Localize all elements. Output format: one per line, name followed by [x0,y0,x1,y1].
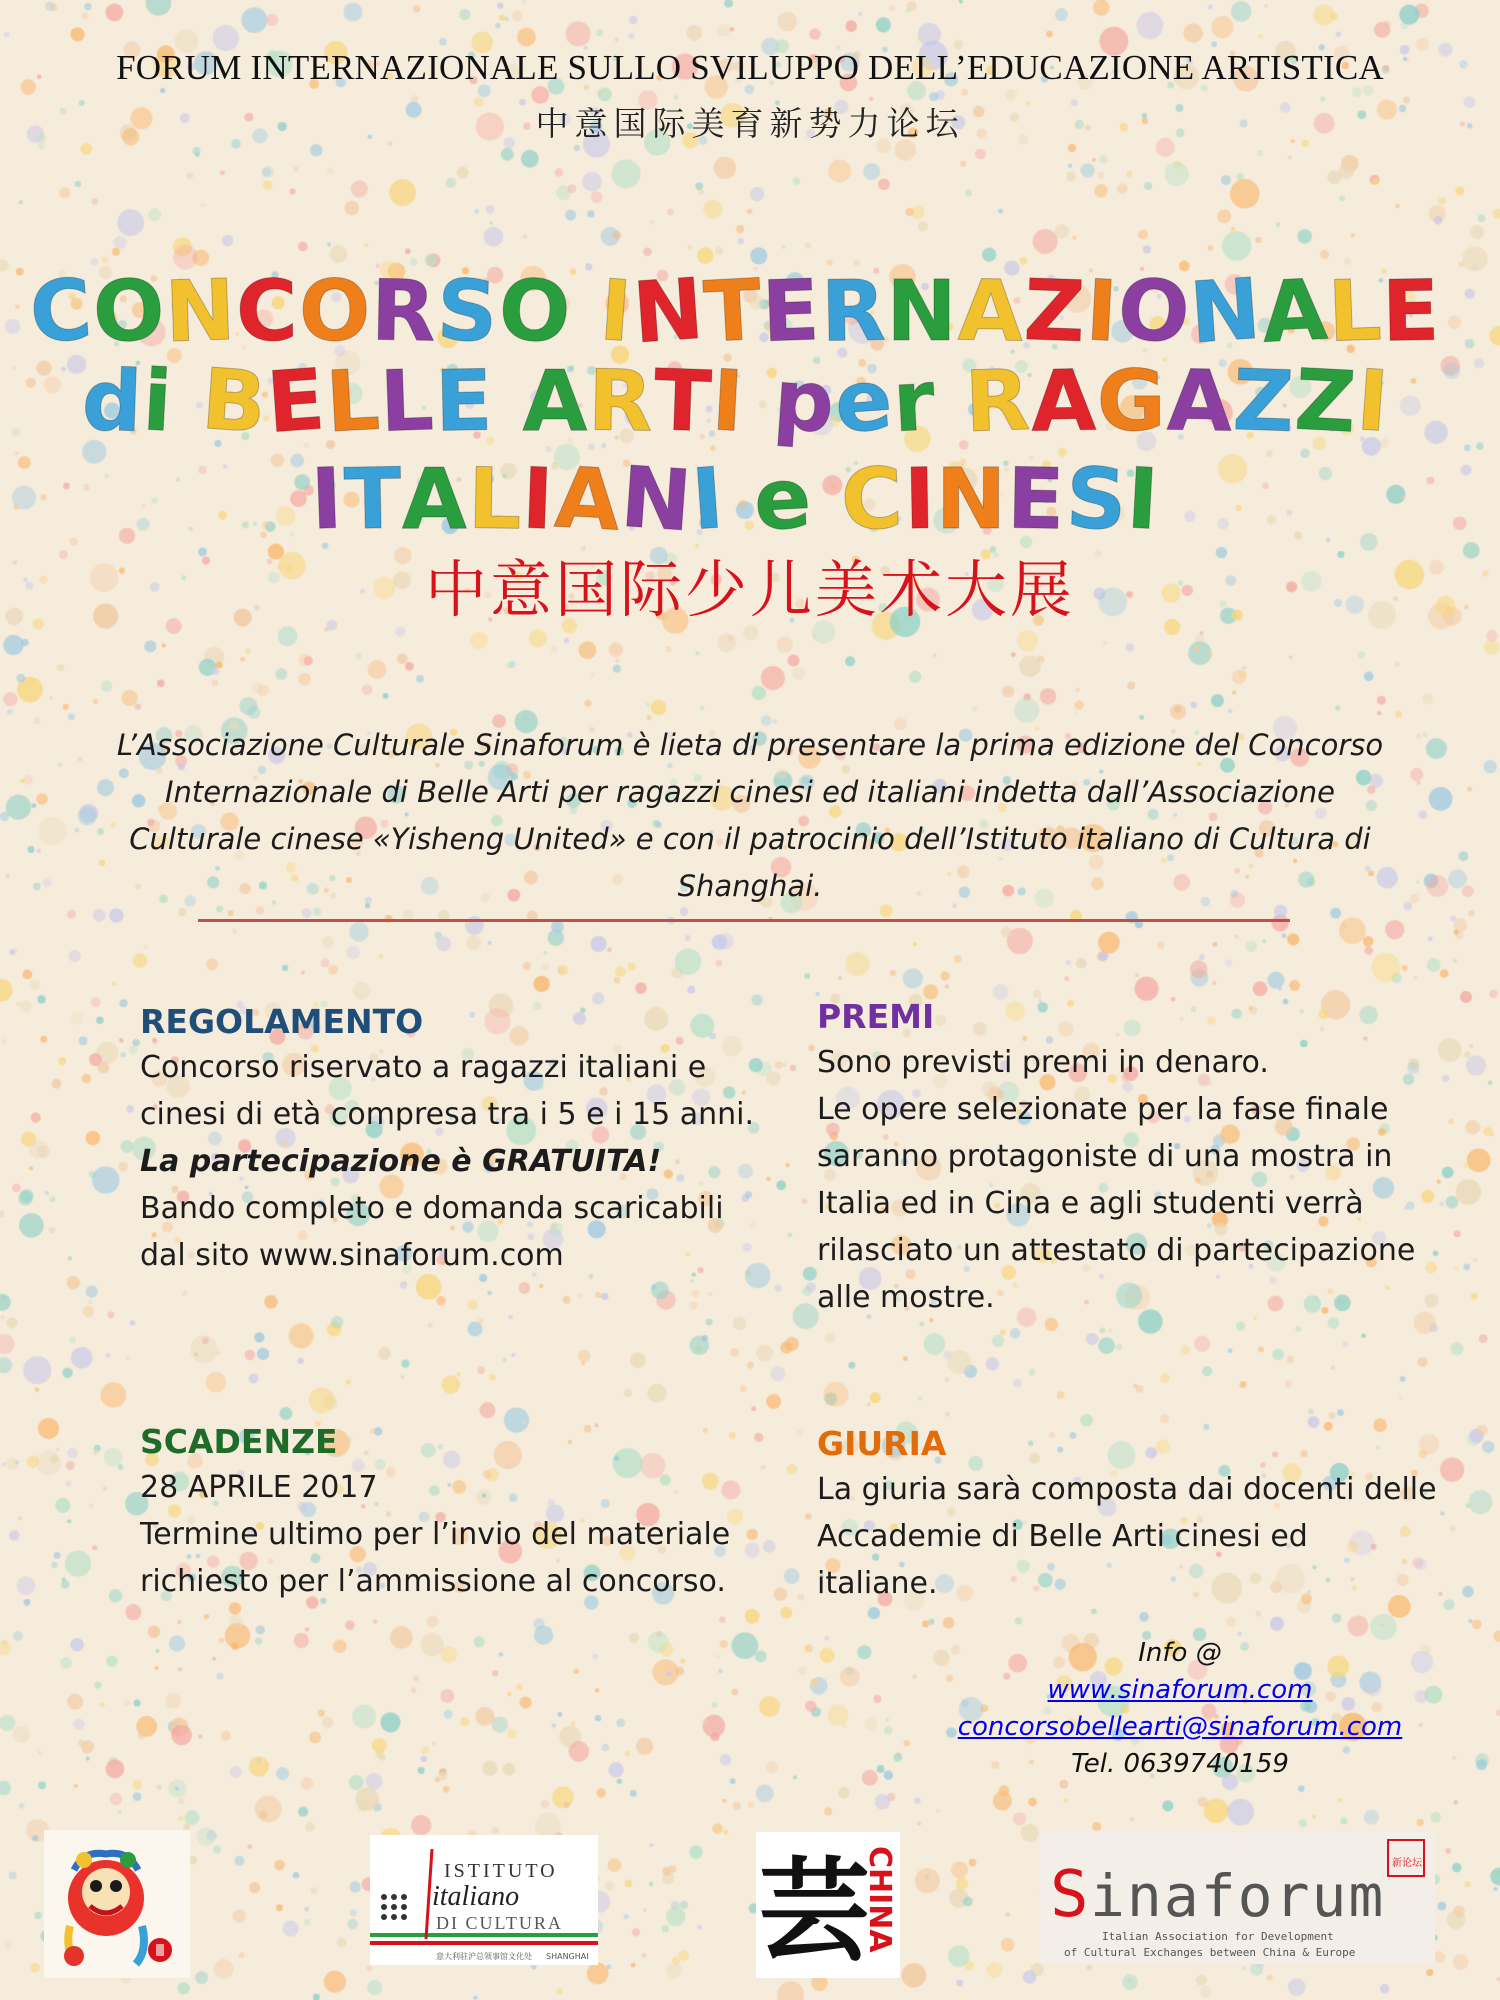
forum-title-chinese: 中意国际美育新势力论坛 [535,104,965,143]
iic-line1: ISTITUTO [444,1860,558,1882]
regolamento-text-1: Concorso riservato a ragazzi italiani e cinesi di età compresa tra i 5 e i 15 anni. [140,1050,755,1132]
giuria-heading: GIURIA [817,1424,947,1463]
banner-word: e [751,448,815,550]
intro-paragraph: L’Associazione Culturale Sinaforum è lieta di presentare la prima edizione del Concorso Internazionale di Belle Arti per ragazzi cinesi ed italiani indetta dall’Associazione Culturale cinese «Yisheng United» e con il patrocinio dell’Istituto italiano di Cultura di Shanghai. [116,728,1384,903]
premi-heading: PREMI [817,997,935,1036]
sinaforum-initial: S [1050,1858,1089,1932]
sinaforum-name: inaforum [1090,1862,1386,1930]
banner-word: ITALIANI [309,447,728,551]
banner-word: ARTI [522,351,748,451]
banner-line-3 [0,447,1500,551]
section-divider [198,919,1290,922]
scadenze-heading: SCADENZE [140,1422,338,1461]
forum-title: FORUM INTERNAZIONALE SULLO SVILUPPO DELL’EDUCAZIONE ARTISTICA [116,48,1384,87]
regolamento-section [140,1000,760,1279]
sinaforum-tagline-1: Italian Association for Development [1102,1930,1334,1943]
banner-title-chinese: 中意国际少儿美术大展 [424,553,1075,626]
iic-cn: 意大利驻沪总领事馆文化处 [436,1952,532,1961]
giuria-section [817,1422,1437,1607]
website-link[interactable]: www.sinaforum.com [1047,1675,1313,1705]
giuria-text: La giuria sarà composta dai docenti delle Accademie di Belle Arti cinesi ed italiane. [817,1472,1437,1601]
iic-line2: italiano [432,1881,520,1912]
china-word: CHINA [862,1846,897,1953]
banner-word: per [770,349,939,453]
iic-city: SHANGHAI [546,1952,589,1961]
regolamento-text [140,1044,760,1279]
premi-text-2: Le opere selezionate per la fase finale saranno protagoniste di una mostra in Italia ed in Cina e agli studenti verrà rilasciato un attestato di partecipazione alle mostre. [817,1092,1416,1315]
china-art-logo [756,1832,900,1978]
email-link[interactable]: concorsobellearti@sinaforum.com [957,1712,1403,1742]
info-label: Info @ [1138,1638,1222,1668]
banner-word: BELLE [198,349,494,453]
banner-word: INTERNAZIONALE [597,259,1442,363]
contact-info [900,1635,1460,1783]
lion-dance-logo [44,1830,190,1978]
sinaforum-tagline-2: of Cultural Exchanges between China & Europe [1064,1946,1356,1959]
banner-word: RAGAZZI [963,350,1393,452]
banner-line-1 [0,259,1500,363]
phone-number: Tel. 0639740159 [1071,1749,1289,1779]
scadenze-text: Termine ultimo per l’invio del materiale richiesto per l’ammissione al concorso. [140,1517,731,1599]
sinaforum-logo [1040,1832,1435,1964]
istituto-italiano-cultura-logo [370,1835,598,1965]
scadenze-section [140,1420,760,1605]
banner-word: CONCORSO [26,259,574,363]
china-glyph: 芸 [758,1847,870,1977]
regolamento-free-note: La partecipazione è GRATUITA! [140,1144,662,1179]
iic-line3: DI CULTURA [436,1913,563,1933]
banner-word: di [80,350,176,452]
banner-line-2 [0,349,1500,453]
premi-text-1: Sono previsti premi in denaro. [817,1045,1269,1080]
premi-section [817,995,1437,1321]
regolamento-heading: REGOLAMENTO [140,1002,424,1041]
sinaforum-seal: 新论坛 [1392,1858,1422,1869]
banner-word: CINESI [839,448,1162,550]
regolamento-text-2: Bando completo e domanda scaricabili dal sito www.sinaforum.com [140,1191,724,1273]
scadenze-date: 28 APRILE 2017 [140,1470,378,1505]
